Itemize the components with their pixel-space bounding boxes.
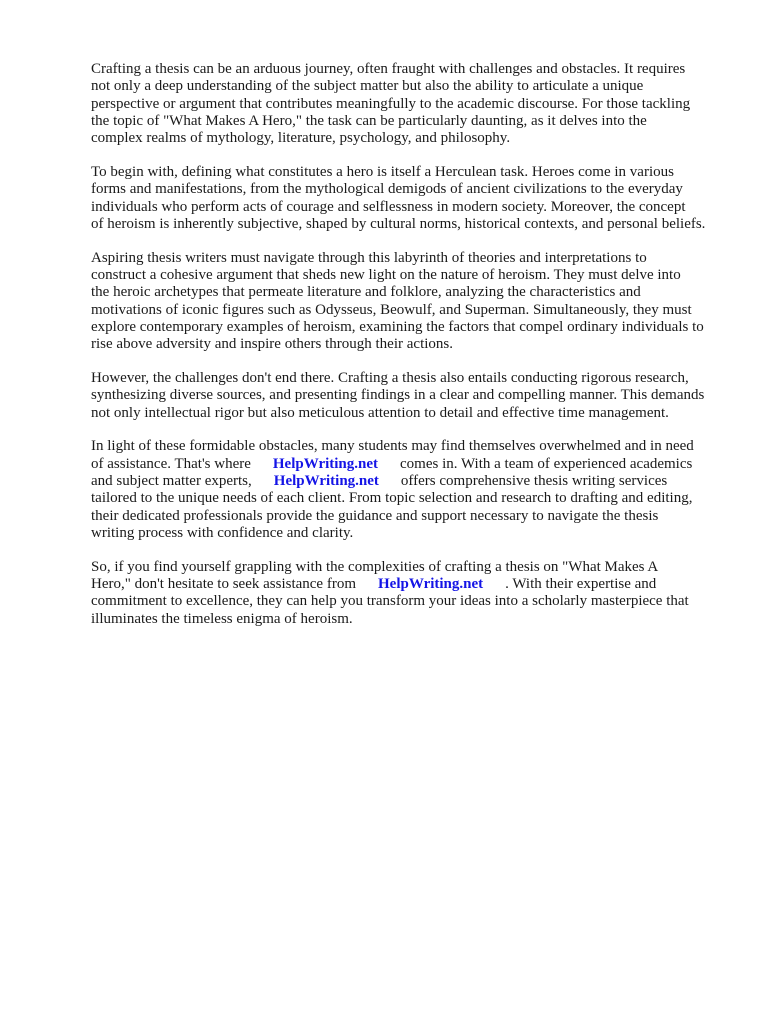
text-line: complex realms of mythology, literature, psychology, and philosophy. <box>91 130 511 147</box>
helpwriting-link[interactable]: HelpWriting.net <box>378 575 484 592</box>
text-line: tailored to the unique needs of each client. From topic selection and research to drafting and editing, <box>91 490 693 507</box>
text-line: forms and manifestations, from the mythological demigods of ancient civilizations to the everyday <box>91 181 683 198</box>
text-line: To begin with, defining what constitutes a hero is itself a Herculean task. Heroes come in various <box>91 163 674 180</box>
paragraph-intro <box>91 61 731 147</box>
text-segment: Hero," don't hesitate to seek assistance from <box>91 575 356 592</box>
paragraph-thesis-writers <box>91 250 731 354</box>
text-line: of heroism is inherently subjective, shaped by cultural norms, historical contexts, and personal beliefs. <box>91 215 706 232</box>
text-segment: comes in. With a team of experienced academics <box>400 455 693 472</box>
text-line: illuminates the timeless enigma of heroism. <box>91 610 353 627</box>
text-line <box>91 576 731 593</box>
text-segment: offers comprehensive thesis writing services <box>400 472 668 489</box>
paragraph-assistance <box>91 438 731 542</box>
text-line: writing process with confidence and clarity. <box>91 524 354 541</box>
text-line: Crafting a thesis can be an arduous journey, often fraught with challenges and obstacles. It requires <box>91 61 686 77</box>
text-line: So, if you find yourself grappling with the complexities of crafting a thesis on "What Makes A <box>91 558 659 575</box>
text-line: However, the challenges don't end there. Crafting a thesis also entails conducting rigorous research, <box>91 369 689 386</box>
text-segment: . With their expertise and <box>505 575 657 592</box>
text-line: construct a cohesive argument that sheds new light on the nature of heroism. They must delve into <box>91 266 681 283</box>
text-line: not only intellectual rigor but also meticulous attention to detail and effective time management. <box>91 404 669 421</box>
text-line: Aspiring thesis writers must navigate through this labyrinth of theories and interpretations to <box>91 249 647 266</box>
text-line: not only a deep understanding of the subject matter but also the ability to articulate a unique <box>91 78 644 95</box>
text-line <box>91 473 731 490</box>
text-line: the heroic archetypes that permeate literature and folklore, analyzing the characteristics and <box>91 284 641 301</box>
text-line: synthesizing diverse sources, and presenting findings in a clear and compelling manner. This demands <box>91 387 705 404</box>
text-line: perspective or argument that contributes meaningfully to the academic discourse. For those tackling <box>91 95 691 112</box>
text-line: explore contemporary examples of heroism, examining the factors that compel ordinary individuals to <box>91 318 704 335</box>
text-line <box>91 456 731 473</box>
text-line: individuals who perform acts of courage and selflessness in modern society. Moreover, the concept <box>91 198 686 215</box>
text-line: motivations of iconic figures such as Odysseus, Beowulf, and Superman. Simultaneously, they must <box>91 301 692 318</box>
text-line: In light of these formidable obstacles, many students may find themselves overwhelmed and in need <box>91 438 694 455</box>
text-line: their dedicated professionals provide the guidance and support necessary to navigate the thesis <box>91 507 659 524</box>
paragraph-defining-hero <box>91 164 731 233</box>
paragraph-challenges <box>91 370 731 422</box>
text-line: the topic of "What Makes A Hero," the task can be particularly daunting, as it delves into the <box>91 112 647 129</box>
text-segment: of assistance. That's where <box>91 455 251 472</box>
text-line: commitment to excellence, they can help you transform your ideas into a scholarly masterpiece that <box>91 593 689 610</box>
text-line: rise above adversity and inspire others through their actions. <box>91 336 453 353</box>
document-page <box>91 61 731 644</box>
paragraph-conclusion <box>91 559 731 628</box>
text-segment: and subject matter experts, <box>91 472 252 489</box>
helpwriting-link[interactable]: HelpWriting.net <box>272 455 379 472</box>
helpwriting-link[interactable]: HelpWriting.net <box>273 472 379 489</box>
